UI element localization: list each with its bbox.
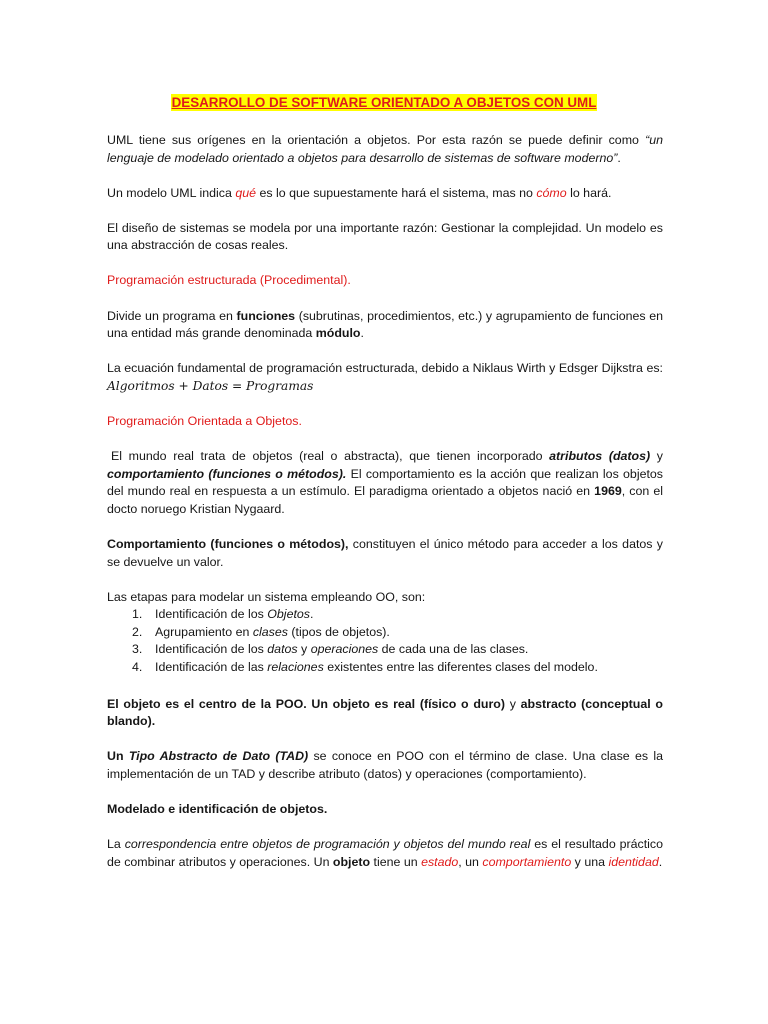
list-item	[107, 624, 663, 642]
list-emphasis: relaciones	[267, 659, 324, 674]
corr-text-3: tiene un	[370, 854, 422, 869]
tad-paragraph	[107, 748, 663, 783]
model-emphasis-que: qué	[235, 185, 257, 200]
corr-text-2: es el resultado práctico de combinar atributos y operaciones. Un	[107, 837, 663, 869]
tad-term: Tipo Abstracto de Dato (TAD)	[128, 749, 309, 764]
heading-modeling: Modelado e identificación de objetos.	[107, 801, 328, 816]
divide-paragraph	[107, 308, 663, 343]
model-text-2: es lo que supuestamente hará el sistema, mas no	[256, 185, 537, 200]
list-text: Identificación de los	[155, 607, 268, 622]
corr-term-comportamiento: comportamiento	[482, 854, 572, 869]
list-emphasis: clases	[252, 624, 288, 639]
correspondence-paragraph	[107, 836, 663, 871]
intro-period: .	[617, 150, 621, 165]
list-emphasis: datos	[267, 642, 298, 657]
list-number: 2.	[132, 624, 143, 639]
divide-text-3: .	[360, 326, 364, 341]
list-number: 3.	[132, 642, 143, 657]
list-text: de cada una de las clases.	[378, 642, 529, 657]
list-item	[107, 659, 663, 677]
list-number: 4.	[132, 659, 143, 674]
corr-text-6: .	[658, 854, 663, 869]
page-title: DESARROLLO DE SOFTWARE ORIENTADO A OBJETOS CON UML	[171, 95, 597, 110]
design-paragraph: El diseño de sistemas se modela por una importante razón: Gestionar la complejidad. Un modelo es una abstracción de cosas reales.	[107, 220, 663, 253]
corr-term-estado: estado	[421, 854, 459, 869]
world-text-3: El comportamiento es la acción que realizan los objetos del mundo real en respuesta a un estímulo. El paradigma orientado a objetos nació en	[107, 466, 663, 499]
corr-emphasis: correspondencia entre objetos de programación y objetos del mundo real	[124, 837, 531, 852]
list-text: existentes entre las diferentes clases del modelo.	[323, 659, 598, 674]
behavior-term: Comportamiento (funciones o métodos),	[107, 536, 349, 551]
behavior-text: constituyen el único método para acceder a los datos y se devuelve un valor.	[107, 536, 663, 569]
list-text: .	[309, 607, 314, 622]
corr-text-5: y una	[571, 854, 609, 869]
divide-text-1: Divide un programa en	[107, 308, 237, 323]
intro-text: UML tiene sus orígenes en la orientación a objetos. Por esta razón se puede definir como	[107, 133, 646, 147]
world-year: 1969	[594, 484, 622, 499]
world-paragraph	[107, 448, 663, 518]
model-emphasis-como: cómo	[536, 185, 567, 200]
equation-paragraph	[107, 360, 663, 395]
uml-definition-quote: “un lenguaje de modelado orientado a objetos para desarrollo de sistemas de software moderno”	[107, 133, 663, 165]
object-paragraph	[107, 696, 663, 731]
divide-term-modulo: módulo	[315, 326, 361, 341]
list-text: y	[297, 642, 311, 657]
list-item	[107, 641, 663, 659]
title-block	[0, 94, 768, 112]
object-text-1: El objeto es el centro de la POO. Un objeto es real (físico o duro)	[107, 696, 505, 711]
tad-text-1: Un	[107, 749, 129, 764]
corr-term-objeto: objeto	[332, 854, 371, 869]
heading-oop: Programación Orientada a Objetos.	[107, 413, 302, 428]
document-body	[107, 132, 663, 889]
equation-text: La ecuación fundamental de programación estructurada, debido a Niklaus Wirth y Edsger Dijkstra es:	[107, 361, 663, 376]
model-text-3: lo hará.	[566, 185, 612, 200]
world-text-2: y	[650, 449, 663, 464]
list-text: Identificación de los	[155, 642, 268, 657]
list-text: Agrupamiento en	[155, 624, 253, 639]
corr-text-4: , un	[458, 854, 483, 869]
intro-paragraph	[107, 132, 663, 167]
object-text-2: y	[505, 696, 521, 711]
model-paragraph	[107, 185, 663, 203]
world-term-atributos: atributos (datos)	[549, 449, 651, 464]
stages-intro: Las etapas para modelar un sistema empleando OO, son:	[107, 589, 426, 604]
divide-text-2: (subrutinas, procedimientos, etc.) y agrupamiento de funciones en una entidad más grande denominada	[107, 308, 663, 341]
list-emphasis: operaciones	[310, 642, 379, 657]
equation-formula: Algoritmos + Datos = Programas	[107, 378, 314, 393]
list-item	[107, 606, 663, 624]
behavior-paragraph	[107, 536, 663, 571]
list-text: (tipos de objetos).	[287, 624, 390, 639]
list-emphasis: Objetos	[267, 607, 310, 622]
world-term-comportamiento: comportamiento (funciones o métodos).	[107, 466, 347, 481]
list-text: Identificación de las	[155, 659, 268, 674]
world-text-4: , con el docto noruego Kristian Nygaard.	[107, 484, 664, 516]
stages-list	[107, 606, 663, 676]
world-text-1: El mundo real trata de objetos (real o abstracta), que tienen incorporado	[111, 449, 550, 464]
object-text-3: abstracto (conceptual o blando).	[107, 696, 663, 729]
model-text-1: Un modelo UML indica	[107, 185, 236, 200]
divide-term-funciones: funciones	[236, 308, 296, 323]
list-number: 1.	[132, 607, 143, 622]
corr-text-1: La	[107, 837, 125, 852]
corr-term-identidad: identidad	[608, 854, 659, 869]
tad-text-2: se conoce en POO con el término de clase. Una clase es la implementación de un TAD y describe atributo (datos) y operaciones (comportamiento).	[107, 749, 663, 781]
heading-structured-programming: Programación estructurada (Procedimental).	[107, 273, 351, 288]
